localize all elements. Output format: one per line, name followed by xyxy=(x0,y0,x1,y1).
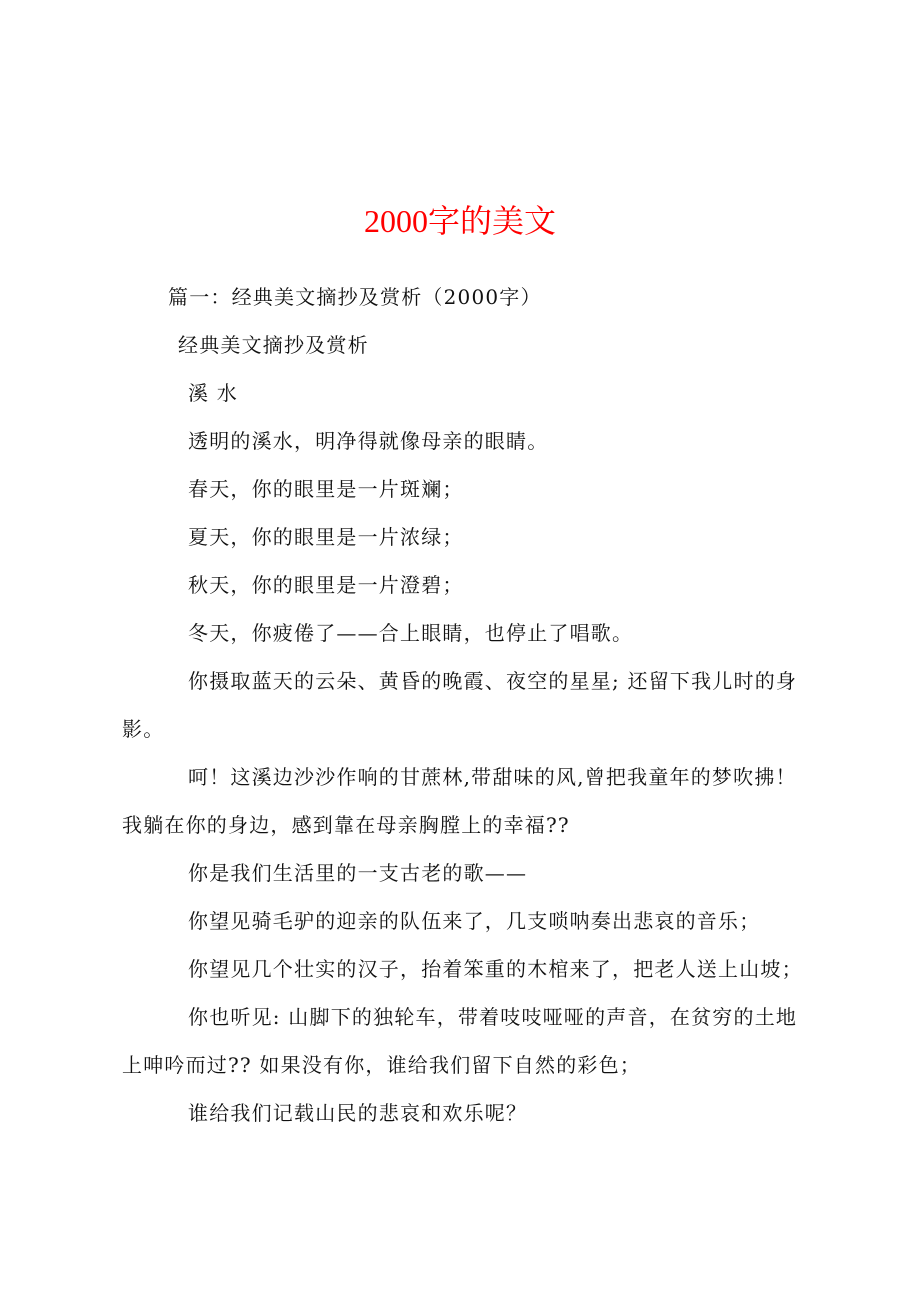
text-line: 我躺在你的身边，感到靠在母亲胸膛上的幸福?? xyxy=(122,813,570,837)
text-line: 冬天，你疲倦了——合上眼睛，也停止了唱歌。 xyxy=(188,621,634,645)
text-line: 上呻吟而过?? 如果没有你，谁给我们留下自然的彩色； xyxy=(122,1053,642,1077)
text-line: 影。 xyxy=(122,717,165,741)
poem-title: 溪 水 xyxy=(188,381,238,405)
text-line: 你是我们生活里的一支古老的歌—— xyxy=(188,861,528,885)
text-line: 你望见几个壮实的汉子，抬着笨重的木棺来了，把老人送上山坡； xyxy=(188,957,803,981)
text-line: 你望见骑毛驴的迎亲的队伍来了，几支唢呐奏出悲哀的音乐； xyxy=(188,909,761,933)
text-line: 你摄取蓝天的云朵、黄昏的晚霞、夜空的星星; 还留下我儿时的身 xyxy=(188,669,798,693)
section-heading: 篇一：经典美文摘抄及赏析（2000字） xyxy=(168,285,542,309)
text-line: 春天，你的眼里是一片斑斓； xyxy=(188,477,464,501)
text-line: 你也听见: 山脚下的独轮车，带着吱吱哑哑的声音，在贫穷的土地 xyxy=(188,1005,798,1029)
text-line: 呵！这溪边沙沙作响的甘蔗林,带甜味的风,曾把我童年的梦吹拂！ xyxy=(188,765,797,789)
article-heading: 经典美文摘抄及赏析 xyxy=(178,333,369,357)
text-line: 夏天，你的眼里是一片浓绿； xyxy=(188,525,464,549)
text-line: 谁给我们记载山民的悲哀和欢乐呢？ xyxy=(188,1101,528,1125)
document-title: 2000字的美文 xyxy=(363,203,556,239)
text-line: 透明的溪水，明净得就像母亲的眼睛。 xyxy=(188,429,549,453)
text-line: 秋天，你的眼里是一片澄碧； xyxy=(188,573,464,597)
